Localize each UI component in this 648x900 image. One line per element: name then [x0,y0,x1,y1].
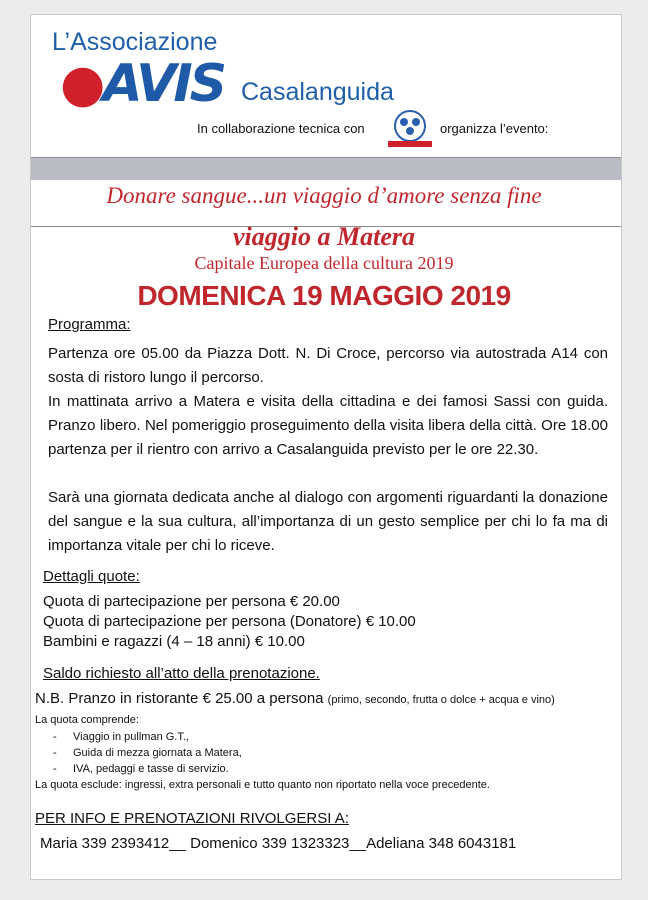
list-item: - Guida di mezza giornata a Matera, [53,747,242,759]
event-date: DOMENICA 19 MAGGIO 2019 [137,280,511,311]
banner-title: Donare sangue...un viaggio d’amore senza fine [106,183,542,208]
programma-paragraph-3: Sarà una giornata dedicata anche al dialogo con argomenti riguardanti la donazione del sangue e la sua cultura, all’importanza di un gesto semplice per chi lo fa ma di importanza vitale per chi lo riceve. [48,489,608,554]
info-heading: PER INFO E PRENOTAZIONI RIVOLGERSI A: [35,810,349,827]
list-item: - Viaggio in pullman G.T., [53,731,189,743]
programma-heading: Programma: [48,316,131,333]
quote-line-1: Quota di partecipazione per persona € 20.00 [43,593,340,610]
partner-logo-icon [384,108,436,150]
event-title: viaggio a Matera [233,222,415,251]
programma-paragraph-2: In mattinata arrivo a Matera e visita della cittadina e dei famosi Sassi con guida. Pranzo libero. Nel pomeriggio proseguimento della visita libera della città. Ore 18.00 partenza per il rientro con arrivo a Casalanguida previsto per le ore 22.30. [48,393,608,458]
exclusions-note: La quota esclude: ingressi, extra personali e tutto quanto non riportato nella voce precedente. [35,779,490,791]
contact-list: Maria 339 2393412__ Domenico 339 1323323__Adeliana 348 6043181 [40,835,517,852]
organizza-text: organizza l’evento: [440,121,549,136]
event-subtitle: Capitale Europea della cultura 2019 [194,253,454,273]
saldo-note: Saldo richiesto all’atto della prenotazione. [43,665,320,682]
quote-heading: Dettagli quote: [43,568,140,585]
list-item: - IVA, pedaggi e tasse di servizio. [53,763,229,775]
association-label: L’Associazione [52,28,218,56]
lunch-note: N.B. Pranzo in ristorante € 25.00 a persona (primo, secondo, frutta o dolce + acqua e vino) [35,690,555,707]
town-name: Casalanguida [241,78,394,106]
quote-line-3: Bambini e ragazzi (4 – 18 anni) € 10.00 [43,633,305,650]
programma-paragraph-1: Partenza ore 05.00 da Piazza Dott. N. Di Croce, percorso via autostrada A14 con sosta di ristoro lungo il percorso. [48,345,608,386]
collaboration-text: In collaborazione tecnica con [197,121,365,136]
quote-line-2: Quota di partecipazione per persona (Donatore) € 10.00 [43,613,416,630]
avis-logo: ●AVIS [60,54,225,114]
inclusions-heading: La quota comprende: [35,714,139,726]
